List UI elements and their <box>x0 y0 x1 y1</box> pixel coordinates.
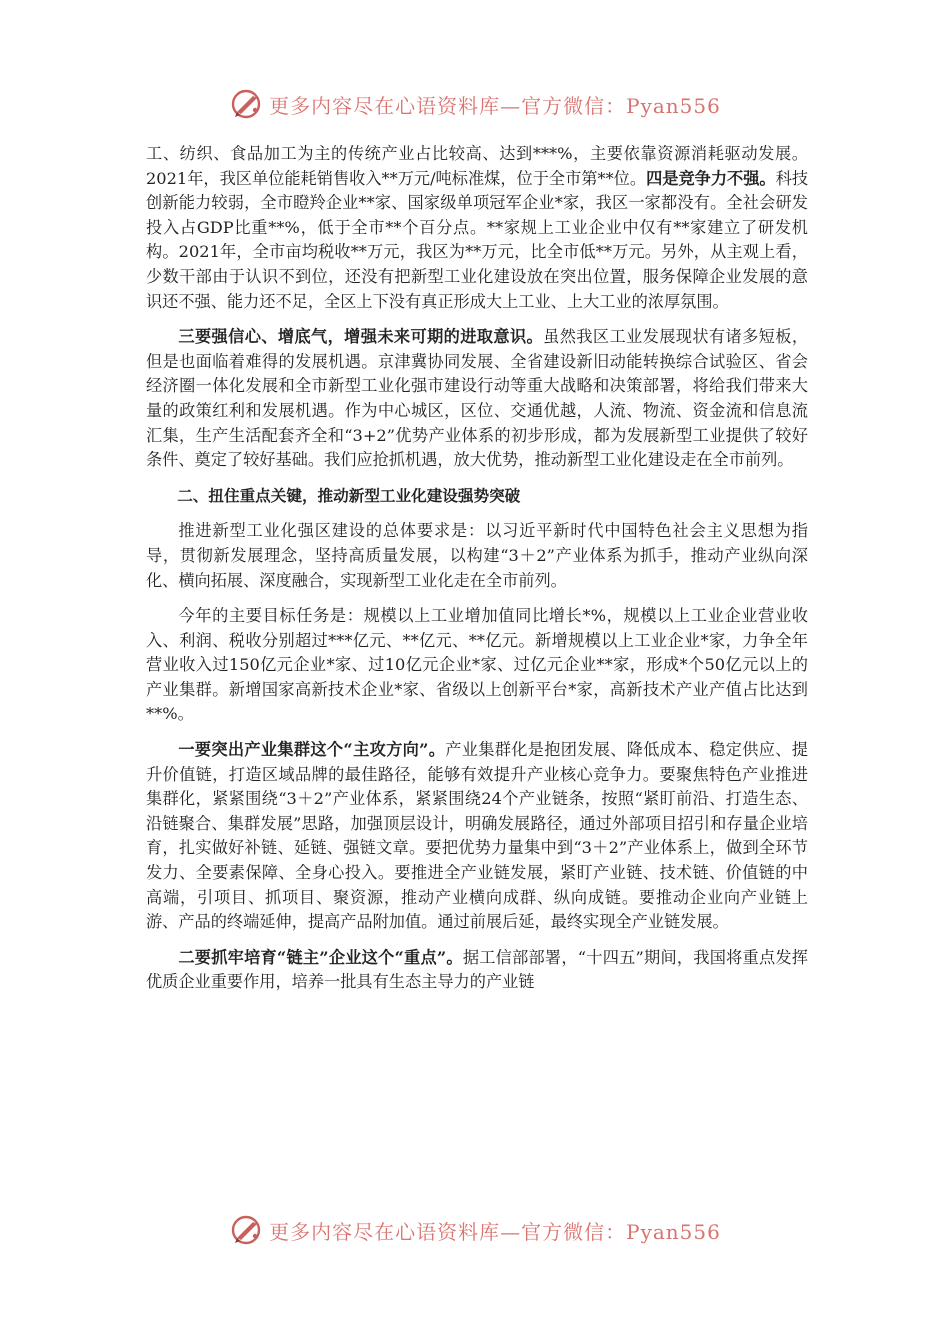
section-heading: 二、扭住重点关键，推动新型工业化建设强势突破 <box>177 486 521 505</box>
document-body <box>146 142 808 1006</box>
paragraph-4 <box>146 604 808 727</box>
paragraph-1-text: 工、纺织、食品加工为主的传统产业占比较高、达到***%，主要依靠资源消耗驱动发展。2021年，我区单位能耗销售收入**万元/吨标准煤，位于全市第**位。 <box>146 144 808 188</box>
paragraph-6 <box>146 946 808 995</box>
paragraph-5-tail: 产业集群化是抱团发展、降低成本、稳定供应、提升价值链，打造区域品牌的最佳路径，能够有效提升产业核心竞争力。要聚焦特色产业推进集群化，紧紧围绕“3＋2”产业体系，紧紧围绕24个产业链条，按照“紧盯前沿、打造生态、沿链聚合、集群发展”思路，加强顶层设计，明确发展路径，通过外部项目招引和存量企业培育，扎实做好补链、延链、强链文章。要把优势力量集中到“3＋2”产业体系上，做到全环节发力、全要素保障、全身心投入。要推进全产业链发展，紧盯产业链、技术链、价值链的中高端，引项目、抓项目、聚资源，推动产业横向成群、纵向成链。要推动企业向产业链上游、产品的终端延伸，提高产品附加值。通过前展后延，最终实现全产业链发展。 <box>146 740 808 932</box>
header-watermark <box>0 84 950 124</box>
paragraph-5 <box>146 738 808 935</box>
paragraph-6-lead: 二要抓牢培育“链主”企业这个“重点”。 <box>178 947 463 967</box>
footer-watermark-text: 更多内容尽在心语资料库—官方微信：Pyan556 <box>269 1219 721 1244</box>
paragraph-2 <box>146 325 808 473</box>
pen-logo-icon <box>229 86 265 122</box>
paragraph-2-tail: 虽然我区工业发展现状有诸多短板，但是也面临着难得的发展机遇。京津冀协同发展、全省建设新旧动能转换综合试验区、省会经济圈一体化发展和全市新型工业化强市建设行动等重大战略和决策部署，将给我们带来大量的政策红利和发展机遇。作为中心城区，区位、交通优越，人流、物流、资金流和信息流汇集，生产生活配套齐全和“3+2”优势产业体系的初步形成，都为发展新型工业提供了较好条件、奠定了较好基础。我们应抢抓机遇，放大优势，推动新型工业化建设走在全市前列。 <box>146 327 809 470</box>
footer-watermark <box>0 1210 950 1250</box>
paragraph-5-lead: 一要突出产业集群这个“主攻方向”。 <box>178 740 446 760</box>
pen-logo-icon <box>229 1212 265 1248</box>
paragraph-4-tail: 今年的主要目标任务是：规模以上工业增加值同比增长*%，规模以上工业企业营业收入、利润、税收分别超过***亿元、**亿元、**亿元。新增规模以上工业企业*家，力争全年营业收入过150亿元企业*家、过10亿元企业*家、过亿元企业**家，形成*个50亿元以上的产业集群。新增国家高新技术企业*家、省级以上创新平台*家，高新技术产业产值占比达到**%。 <box>146 606 808 724</box>
header-watermark-text: 更多内容尽在心语资料库—官方微信：Pyan556 <box>269 93 721 118</box>
paragraph-1-tail: 科技创新能力较弱，全市瞪羚企业**家、国家级单项冠军企业*家，我区一家都没有。全社会研发投入占GDP比重**%，低于全市**个百分点。**家规上工业企业中仅有**家建立了研发机构。2021年，全市亩均税收**万元，我区为**万元，比全市低**万元。另外，从主观上看，少数干部由于认识不到位，还没有把新型工业化建设放在突出位置，服务保障企业发展的意识还不强、能力还不足，全区上下没有真正形成大上工业、上大工业的浓厚氛围。 <box>146 168 809 311</box>
paragraph-6-tail: 据工信部部署，“十四五”期间，我国将重点发挥优质企业重要作用，培养一批具有生态主导力的产业链 <box>146 947 808 992</box>
paragraph-1-lead: 四是竞争力不强。 <box>646 168 776 188</box>
paragraph-3 <box>146 519 808 593</box>
paragraph-1 <box>146 142 808 314</box>
paragraph-2-lead: 三要强信心、增底气，增强未来可期的进取意识。 <box>178 327 544 347</box>
paragraph-3-tail: 推进新型工业化强区建设的总体要求是：以习近平新时代中国特色社会主义思想为指导，贯彻新发展理念，坚持高质量发展，以构建“3＋2”产业体系为抓手，推动产业纵向深化、横向拓展、深度融合，实现新型工业化走在全市前列。 <box>146 521 808 590</box>
